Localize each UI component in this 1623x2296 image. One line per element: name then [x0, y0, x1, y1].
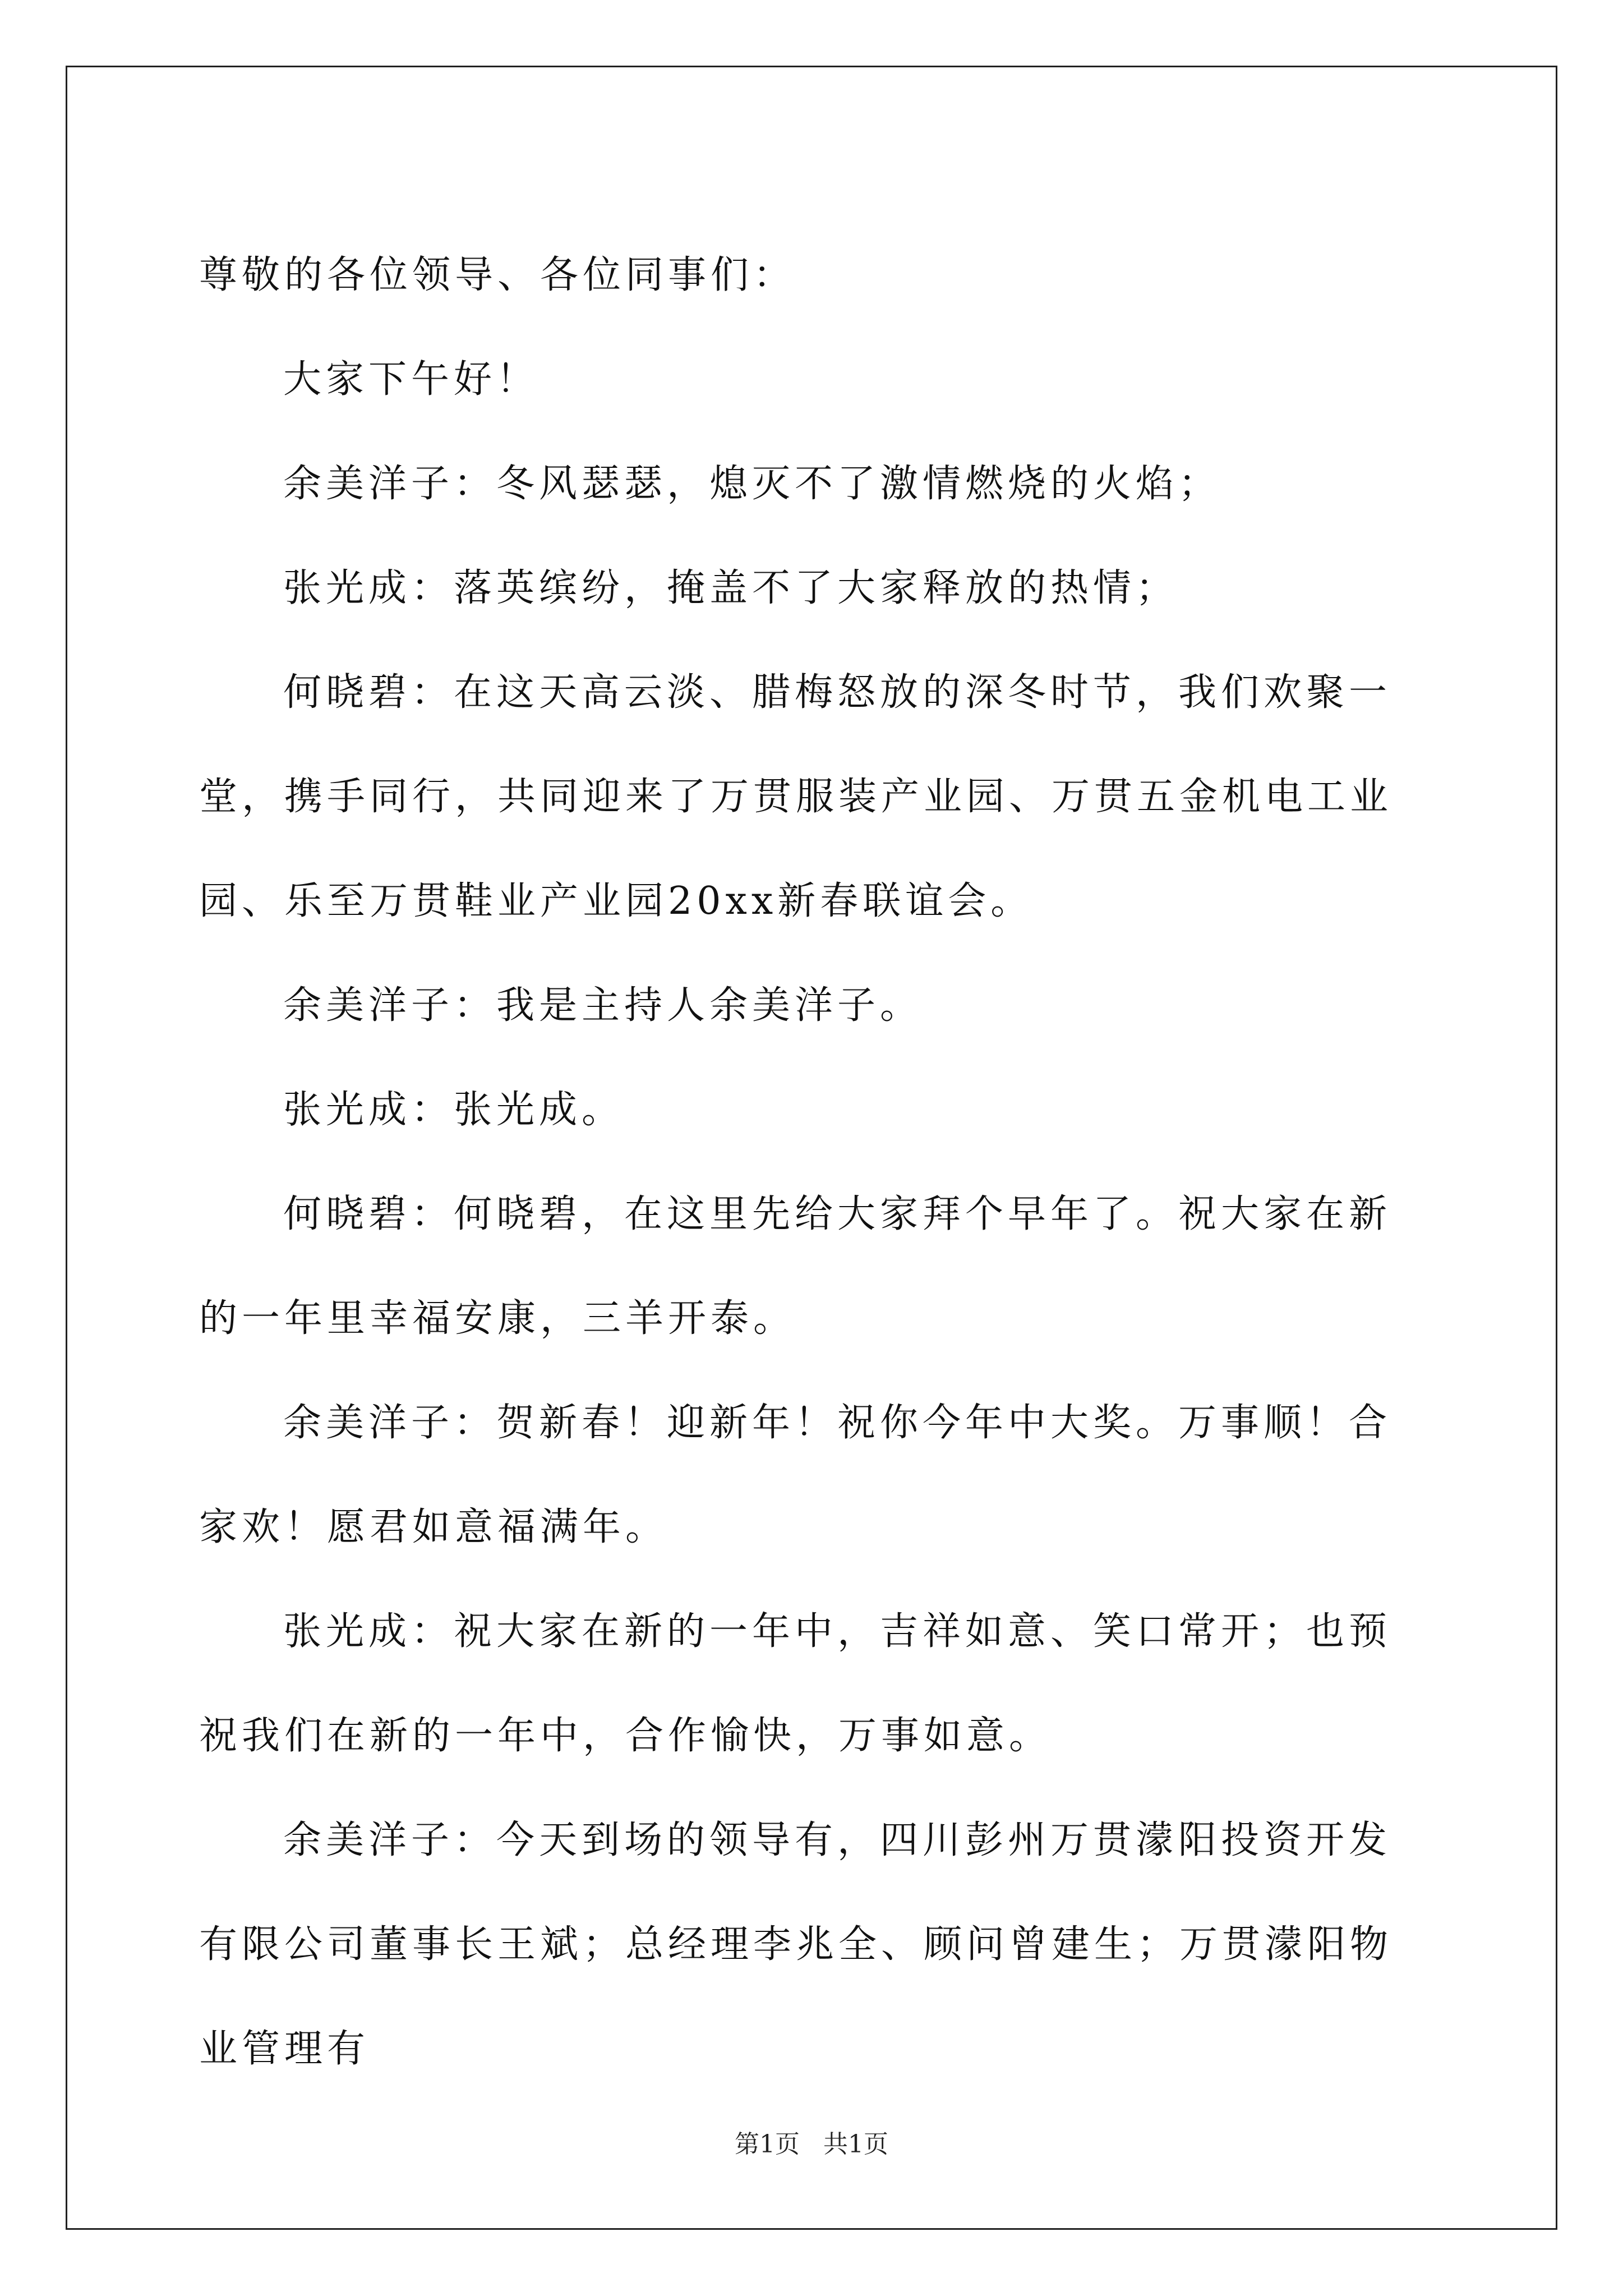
paragraph: 余美洋子：我是主持人余美洋子。 — [283, 983, 923, 1028]
page-footer — [0, 2128, 1623, 2161]
paragraph: 余美洋子：冬风瑟瑟，熄灭不了激情燃烧的火焰； — [283, 462, 1221, 506]
page-number-current: 第1页 — [735, 2130, 800, 2159]
document-body — [199, 223, 1424, 2101]
paragraph: 张光成：落英缤纷，掩盖不了大家释放的热情； — [283, 566, 1179, 610]
page-number-total: 共1页 — [823, 2130, 888, 2159]
salutation: 尊敬的各位领导、各位同事们： — [199, 253, 796, 297]
paragraph: 余美洋子：贺新春！迎新年！祝你今年中大奖。万事顺！合家欢！愿君如意福满年。 — [199, 1401, 1392, 1549]
paragraph: 张光成：张光成。 — [283, 1088, 625, 1132]
paragraph: 张光成：祝大家在新的一年中，吉祥如意、笑口常开；也预祝我们在新的一年中，合作愉快，万事如意。 — [199, 1609, 1392, 1758]
paragraph: 何晓碧：在这天高云淡、腊梅怒放的深冬时节，我们欢聚一堂，携手同行，共同迎来了万贯服装产业园、万贯五金机电工业园、乐至万贯鞋业产业园20xx新春联谊会。 — [199, 670, 1393, 923]
paragraph-greeting: 大家下午好！ — [283, 357, 540, 402]
paragraph: 何晓碧：何晓碧，在这里先给大家拜个早年了。祝大家在新的一年里幸福安康，三羊开泰。 — [199, 1192, 1392, 1341]
paragraph: 余美洋子：今天到场的领导有，四川彭州万贯濛阳投资开发有限公司董事长王斌；总经理李兆全、顾问曾建生；万贯濛阳物业管理有 — [199, 1818, 1393, 2071]
